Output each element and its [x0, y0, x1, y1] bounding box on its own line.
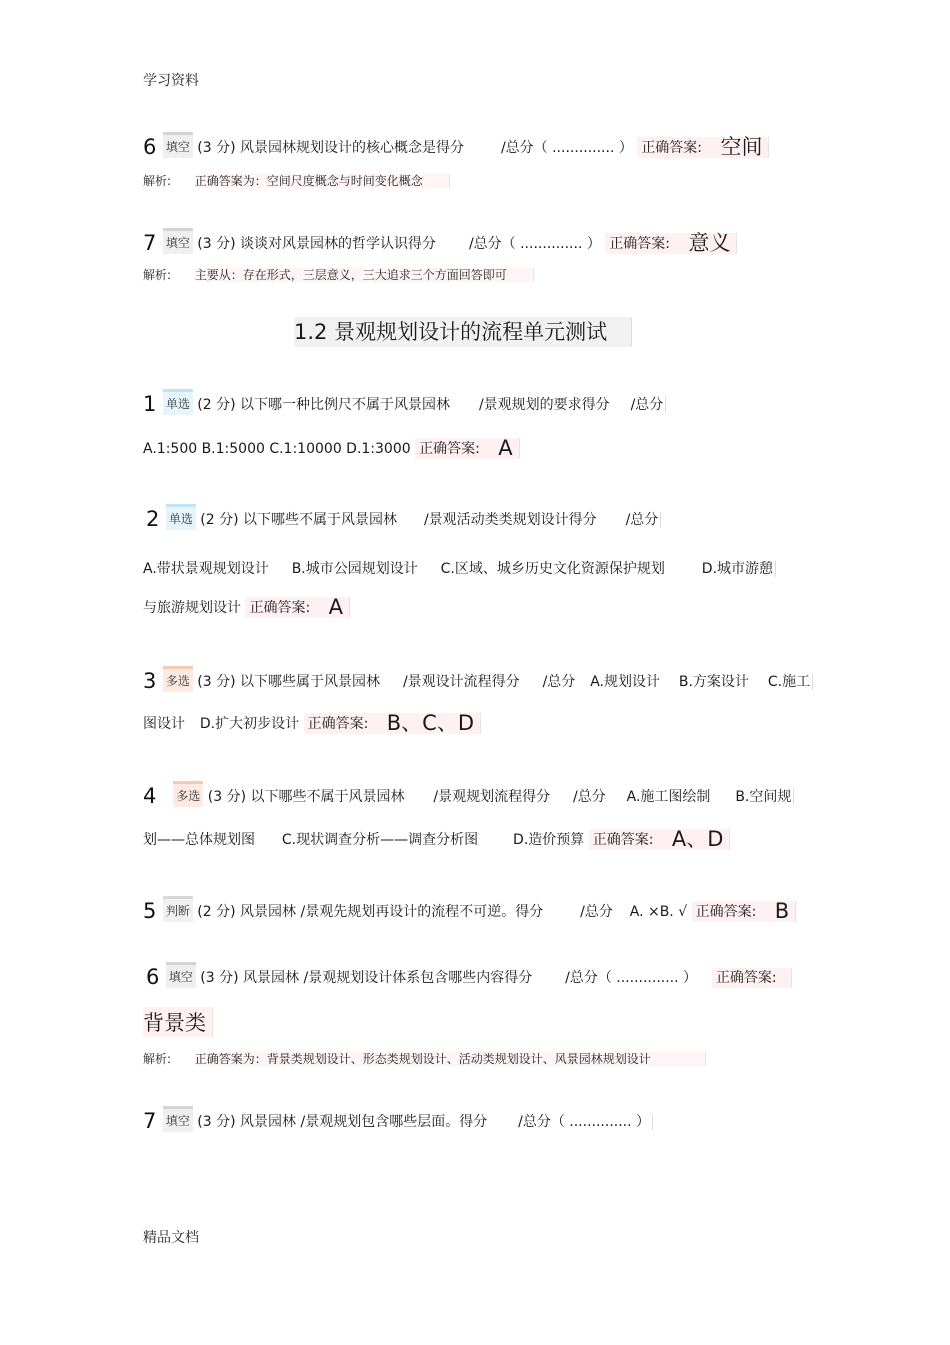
answer-value: A、D — [671, 827, 724, 851]
page-footer: 精品文档 — [143, 1230, 199, 1246]
option-c: C.现状调查分析——调查分析图 — [281, 832, 479, 848]
answer-label-box — [712, 968, 792, 988]
answer-value: 意义 — [688, 231, 731, 255]
question-points: (3 分) — [207, 789, 247, 805]
answer-label: 正确答案: — [715, 970, 777, 986]
answer-value: 空间 — [720, 135, 763, 159]
option-b: B.空间规 — [735, 789, 792, 805]
question-score: /总分 — [573, 789, 606, 805]
answer-label: 正确答案: — [695, 904, 757, 920]
question-4 — [143, 781, 794, 807]
analysis-6b — [143, 1050, 706, 1067]
analysis-6a — [143, 172, 450, 189]
question-number: 7 — [143, 1109, 157, 1133]
question-7b — [143, 1106, 653, 1132]
analysis-text: 主要从：存在形式，三层意义，三大追求三个方面回答即可 — [195, 268, 534, 282]
question-points: (3 分) — [197, 140, 236, 156]
question-type-tag: 多选 — [173, 781, 203, 807]
options-1 — [143, 438, 520, 459]
question-text: 风景园林 /景观先规划再设计的流程不可逆。得分 — [240, 904, 544, 920]
answer-box — [415, 438, 520, 459]
question-type-tag: 填空 — [163, 132, 193, 158]
answer-label: 正确答案: — [641, 140, 703, 156]
analysis-label: 解析: — [143, 1052, 172, 1066]
option-d: D.城市游憩 — [701, 561, 774, 577]
question-number: 6 — [143, 135, 157, 159]
question-score: /总分 — [625, 512, 659, 528]
question-score: /总分 — [630, 397, 664, 413]
question-number: 3 — [143, 669, 157, 693]
question-text: 谈谈对风景园林的哲学认识得分 — [240, 236, 437, 252]
question-points: (2 分) — [197, 397, 236, 413]
answer-value: B — [774, 899, 790, 923]
answer-label: 正确答案: — [592, 832, 654, 848]
question-6a — [143, 132, 769, 158]
question-text: 以下哪些不属于风景园林 — [250, 789, 405, 805]
question-points: (3 分) — [197, 1114, 236, 1130]
analysis-label: 解析: — [143, 268, 172, 282]
option-b: B.方案设计 — [678, 674, 749, 690]
question-type-tag: 填空 — [163, 1106, 193, 1132]
option-b-cont: 划——总体规划图 — [143, 832, 255, 848]
answer-box — [692, 901, 797, 922]
option-d-cont: 与旅游规划设计 — [143, 600, 241, 616]
question-number: 7 — [143, 231, 157, 255]
question-number: 2 — [146, 507, 160, 531]
question-text: 风景园林 /景观规划包含哪些层面。得分 — [240, 1114, 488, 1130]
question-score: /总分（ .............. ） — [565, 970, 698, 986]
answer-value: 背景类 — [143, 1007, 213, 1037]
option-c: C.区域、城乡历史文化资源保护规划 — [440, 561, 665, 577]
question-text: 以下哪一种比例尺不属于风景园林 — [240, 397, 451, 413]
question-score: /总分（ .............. ） — [518, 1114, 651, 1130]
option-a: A.规划设计 — [590, 674, 660, 690]
analysis-7a — [143, 266, 534, 283]
analysis-text: 正确答案为：空间尺度概念与时间变化概念 — [195, 174, 450, 188]
page-header: 学习资料 — [143, 73, 199, 89]
judge-options: A. ×B. √ — [629, 904, 688, 920]
question-3 — [143, 666, 813, 692]
answer-box — [637, 137, 769, 158]
option-c: C.施工 — [767, 674, 811, 690]
question-7a — [143, 228, 737, 254]
question-points: (2 分) — [197, 904, 236, 920]
answer-6b-row — [143, 1007, 213, 1037]
option-a: A.施工图绘制 — [626, 789, 711, 805]
question-type-tag: 单选 — [163, 389, 193, 415]
answer-label: 正确答案: — [249, 600, 311, 616]
options-3 — [143, 713, 481, 734]
question-type-tag: 单选 — [166, 504, 196, 530]
section-title: 1.2 景观规划设计的流程单元测试 — [294, 317, 632, 347]
question-score: /总分 — [542, 674, 576, 690]
question-points: (3 分) — [197, 674, 236, 690]
question-text: 风景园林规划设计的核心概念是得分 — [240, 140, 465, 156]
option-b: B.城市公园规划设计 — [291, 561, 418, 577]
analysis-text: 正确答案为：背景类规划设计、形态类规划设计、活动类规划设计、风景园林规划设计 — [195, 1052, 706, 1066]
question-type-tag: 判断 — [163, 896, 193, 922]
options-text: A.1:500 B.1:5000 C.1:10000 D.1:3000 — [143, 441, 411, 457]
question-number: 6 — [146, 965, 160, 989]
question-text: 以下哪些不属于风景园林 — [243, 512, 398, 528]
answer-value: A — [498, 436, 513, 460]
question-score: /总分（ .............. ） — [500, 140, 633, 156]
options-2-cont — [143, 597, 350, 618]
question-text-2: /景观活动类类规划设计得分 — [423, 512, 597, 528]
question-number: 5 — [143, 899, 157, 923]
question-type-tag: 填空 — [163, 228, 193, 254]
question-score: /总分 — [580, 904, 613, 920]
question-text: 风景园林 /景观规划设计体系包含哪些内容得分 — [243, 970, 533, 986]
answer-box — [605, 233, 737, 254]
answer-label: 正确答案: — [419, 441, 480, 457]
answer-value: A — [328, 595, 343, 619]
question-6b — [146, 962, 792, 988]
option-a: A.带状景观规划设计 — [143, 561, 269, 577]
answer-value: B、C、D — [386, 711, 475, 735]
question-1 — [143, 389, 666, 415]
question-2 — [146, 504, 661, 530]
answer-box — [589, 829, 731, 850]
question-points: (3 分) — [200, 970, 239, 986]
question-score: /总分（ .............. ） — [468, 236, 601, 252]
answer-label: 正确答案: — [307, 716, 369, 732]
question-points: (3 分) — [197, 236, 236, 252]
question-5 — [143, 896, 796, 922]
answer-label: 正确答案: — [609, 236, 671, 252]
question-text-2: /景观规划流程得分 — [433, 789, 551, 805]
question-points: (2 分) — [200, 512, 239, 528]
options-4 — [143, 829, 730, 850]
option-d: D.扩大初步设计 — [199, 716, 300, 732]
question-number: 4 — [143, 784, 157, 808]
answer-box — [245, 597, 350, 618]
question-text-2: /景观设计流程得分 — [402, 674, 520, 690]
question-text: 以下哪些属于风景园林 — [240, 674, 381, 690]
question-type-tag: 多选 — [163, 666, 193, 692]
analysis-label: 解析: — [143, 174, 172, 188]
options-2 — [143, 559, 776, 579]
question-number: 1 — [143, 392, 157, 416]
option-c-cont: 图设计 — [143, 716, 185, 732]
option-d: D.造价预算 — [513, 832, 585, 848]
answer-box — [304, 713, 481, 734]
question-text-2: /景观规划的要求得分 — [478, 397, 610, 413]
question-type-tag: 填空 — [166, 962, 196, 988]
